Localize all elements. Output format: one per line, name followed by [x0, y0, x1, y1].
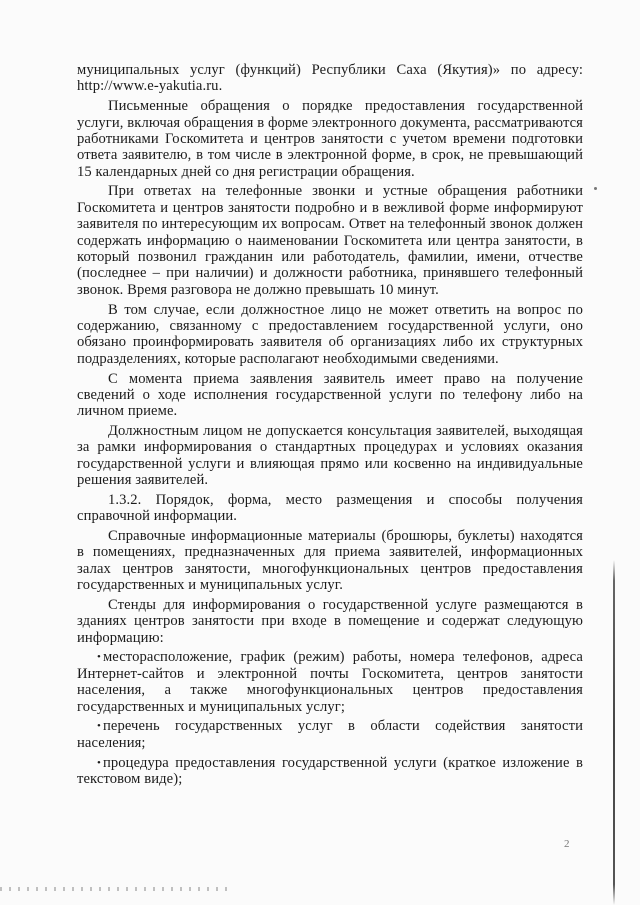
- bullet-icon: •: [97, 720, 101, 733]
- paragraph-official-cannot-answer: В том случае, если должностное лицо не может ответить на вопрос по содержанию, связанному с предоставлением государственной услуги, оно обязано проинформировать заявителя об организациях либо их структурных подразделениях, которые располагают необходимыми сведениями.: [77, 301, 583, 367]
- page-number: 2: [564, 838, 570, 850]
- scan-edge-line: [613, 560, 615, 905]
- list-item: [77, 718, 583, 751]
- section-heading-1-3-2: 1.3.2. Порядок, форма, место размещения и способы получения справочной информации.: [77, 491, 583, 525]
- list-item-text: месторасположение, график (режим) работы, номера телефонов, адреса Интернет-сайтов и электронной почты Госкомитета, центров занятости населения, а также многофункциональных центров предоставления государственных и муниципальных услуг;: [77, 649, 583, 715]
- list-item: [77, 755, 583, 788]
- paragraph-reference-materials: Справочные информационные материалы (брошюры, буклеты) находятся в помещениях, предназначенных для приема заявителей, информационных залах центров занятости, многофункциональных центров предоставления государственных и муниципальных услуг.: [77, 528, 583, 594]
- paragraph-phone-answers: При ответах на телефонные звонки и устные обращения работники Госкомитета и центров занятости подробно и в вежливой форме информируют заявителя по интересующим их вопросам. Ответ на телефонный звонок должен содержать информацию о наименовании Госкомитета или центра занятости, в который позвонил гражданин или работодатель, фамилии, имени, отчестве (последнее – при наличии) и должности работника, принявшего телефонный звонок. Время разговора не должно превышать 10 минут.: [77, 183, 583, 298]
- paragraph-continuation: муниципальных услуг (функций) Республики Саха (Якутия)» по адресу: http://www.e-yakutia.ru.: [77, 62, 583, 95]
- bullet-icon: •: [97, 756, 101, 769]
- scan-speck: [594, 187, 597, 190]
- bullet-icon: •: [97, 651, 101, 664]
- paragraph-written-requests: Письменные обращения о порядке предоставления государственной услуги, включая обращения в форме электронного документа, рассматриваются работниками Госкомитета и центров занятости с учетом времени подготовки ответа заявителю, в том числе в электронной форме, в срок, не превышающий 15 календарных дней со дня регистрации обращения.: [77, 98, 583, 180]
- list-item: [77, 649, 583, 715]
- list-item-text: перечень государственных услуг в области содействия занятости населения;: [77, 718, 583, 751]
- list-item-text: процедура предоставления государственной услуги (краткое изложение в текстовом виде);: [77, 754, 583, 787]
- paragraph-consultation-limits: Должностным лицом не допускается консультация заявителей, выходящая за рамки информирования о стандартных процедурах и условиях оказания государственной услуги и влияющая прямо или косвенно на индивидуальные решения заявителей.: [77, 423, 583, 489]
- document-body: [77, 62, 583, 791]
- paragraph-application-status: С момента приема заявления заявитель имеет право на получение сведений о ходе исполнения государственной услуги по телефону либо на личном приеме.: [77, 370, 583, 420]
- scan-dotted-artifact: [0, 887, 230, 891]
- paragraph-information-stands: Стенды для информирования о государственной услуге размещаются в зданиях центров занятости при входе в помещение и содержат следующую информацию:: [77, 596, 583, 646]
